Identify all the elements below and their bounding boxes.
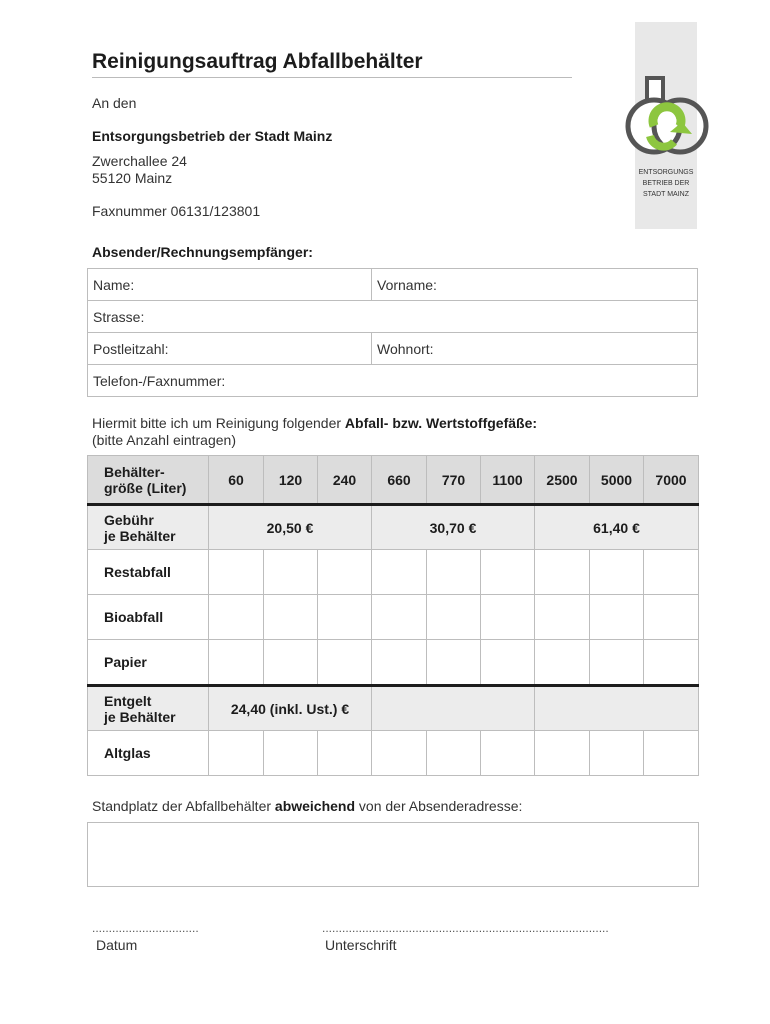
count-cell[interactable]	[427, 640, 481, 686]
charge-value: 24,40 (inkl. Ust.) €	[209, 686, 372, 731]
logo-line-3: STADT MAINZ	[642, 191, 690, 198]
size-120: 120	[264, 456, 318, 505]
charge-label-line-1: Entgelt	[104, 692, 152, 709]
size-7000: 7000	[644, 456, 699, 505]
count-cell[interactable]	[372, 731, 427, 776]
row-restabfall: Restabfall	[88, 550, 209, 595]
count-cell[interactable]	[372, 595, 427, 640]
size-240: 240	[318, 456, 372, 505]
date-line: ................................	[92, 921, 199, 935]
recipient-salutation: An den	[92, 95, 137, 111]
recipient-fax: Faxnummer 06131/123801	[92, 203, 261, 219]
recipient-name: Entsorgungsbetrieb der Stadt Mainz	[92, 128, 333, 144]
firstname-field[interactable]: Vorname:	[372, 269, 698, 301]
charge-label	[88, 686, 209, 731]
fee-medium: 30,70 €	[372, 505, 535, 550]
count-cell[interactable]	[481, 731, 535, 776]
request-text	[92, 415, 537, 431]
logo-line-2: BETRIEB DER	[642, 180, 690, 187]
container-table	[87, 455, 699, 776]
count-cell[interactable]	[264, 550, 318, 595]
size-2500: 2500	[535, 456, 590, 505]
count-cell[interactable]	[481, 595, 535, 640]
signature-line: ......................................................................................	[322, 921, 609, 935]
count-cell[interactable]	[590, 595, 644, 640]
request-text-b: Abfall- bzw. Wertstoffgefäße:	[344, 415, 538, 431]
location-text-b: abweichend	[274, 798, 356, 814]
title-divider	[92, 77, 572, 78]
count-cell[interactable]	[318, 595, 372, 640]
size-header	[88, 456, 209, 505]
count-cell[interactable]	[481, 640, 535, 686]
recipient-street: Zwerchallee 24	[92, 153, 187, 169]
count-cell[interactable]	[644, 640, 699, 686]
fee-label	[88, 505, 209, 550]
town-field[interactable]: Wohnort:	[372, 333, 698, 365]
name-field[interactable]: Name:	[88, 269, 372, 301]
count-cell[interactable]	[264, 731, 318, 776]
count-cell[interactable]	[264, 595, 318, 640]
count-cell[interactable]	[590, 640, 644, 686]
count-cell[interactable]	[372, 550, 427, 595]
charge-empty	[372, 686, 535, 731]
sender-form	[87, 268, 698, 397]
size-header-line-1: Behälter-	[104, 463, 165, 480]
recipient-city: 55120 Mainz	[92, 170, 173, 186]
count-cell[interactable]	[535, 731, 590, 776]
row-papier: Papier	[88, 640, 209, 686]
logo-icon	[620, 74, 712, 164]
row-bioabfall: Bioabfall	[88, 595, 209, 640]
phone-field[interactable]: Telefon-/Faxnummer:	[88, 365, 698, 397]
fee-small: 20,50 €	[209, 505, 372, 550]
row-altglas: Altglas	[88, 731, 209, 776]
count-cell[interactable]	[209, 731, 264, 776]
fee-label-line-2: je Behälter	[104, 527, 176, 544]
request-text-a: Hiermit bitte ich um Reinigung folgender	[92, 415, 345, 431]
count-cell[interactable]	[209, 550, 264, 595]
size-5000: 5000	[590, 456, 644, 505]
size-60: 60	[209, 456, 264, 505]
request-hint: (bitte Anzahl eintragen)	[92, 432, 236, 448]
count-cell[interactable]	[209, 595, 264, 640]
location-text-c: von der Absenderadresse:	[355, 798, 523, 814]
logo-line-1: ENTSORGUNGS	[638, 169, 694, 176]
count-cell[interactable]	[318, 640, 372, 686]
count-cell[interactable]	[427, 595, 481, 640]
count-cell[interactable]	[644, 595, 699, 640]
zip-field[interactable]: Postleitzahl:	[88, 333, 372, 365]
fee-large: 61,40 €	[535, 505, 699, 550]
location-text-a: Standplatz der Abfallbehälter	[92, 798, 275, 814]
count-cell[interactable]	[427, 731, 481, 776]
sender-heading: Absender/Rechnungsempfänger:	[92, 244, 313, 260]
location-text	[92, 798, 522, 814]
date-label[interactable]: Datum	[96, 937, 138, 953]
count-cell[interactable]	[318, 731, 372, 776]
count-cell[interactable]	[535, 595, 590, 640]
size-660: 660	[372, 456, 427, 505]
charge-empty	[535, 686, 699, 731]
count-cell[interactable]	[535, 550, 590, 595]
fee-label-line-1: Gebühr	[104, 511, 154, 528]
street-field[interactable]: Strasse:	[88, 301, 698, 333]
count-cell[interactable]	[481, 550, 535, 595]
location-input[interactable]	[87, 822, 699, 887]
page-title: Reinigungsauftrag Abfallbehälter	[92, 50, 423, 73]
count-cell[interactable]	[264, 640, 318, 686]
count-cell[interactable]	[209, 640, 264, 686]
count-cell[interactable]	[590, 731, 644, 776]
count-cell[interactable]	[644, 550, 699, 595]
logo-wordmark	[635, 167, 697, 200]
count-cell[interactable]	[427, 550, 481, 595]
signature-label[interactable]: Unterschrift	[325, 937, 397, 953]
charge-label-line-2: je Behälter	[104, 708, 176, 725]
count-cell[interactable]	[644, 731, 699, 776]
count-cell[interactable]	[535, 640, 590, 686]
count-cell[interactable]	[590, 550, 644, 595]
count-cell[interactable]	[372, 640, 427, 686]
size-770: 770	[427, 456, 481, 505]
size-1100: 1100	[481, 456, 535, 505]
count-cell[interactable]	[318, 550, 372, 595]
size-header-line-2: größe (Liter)	[104, 479, 187, 496]
